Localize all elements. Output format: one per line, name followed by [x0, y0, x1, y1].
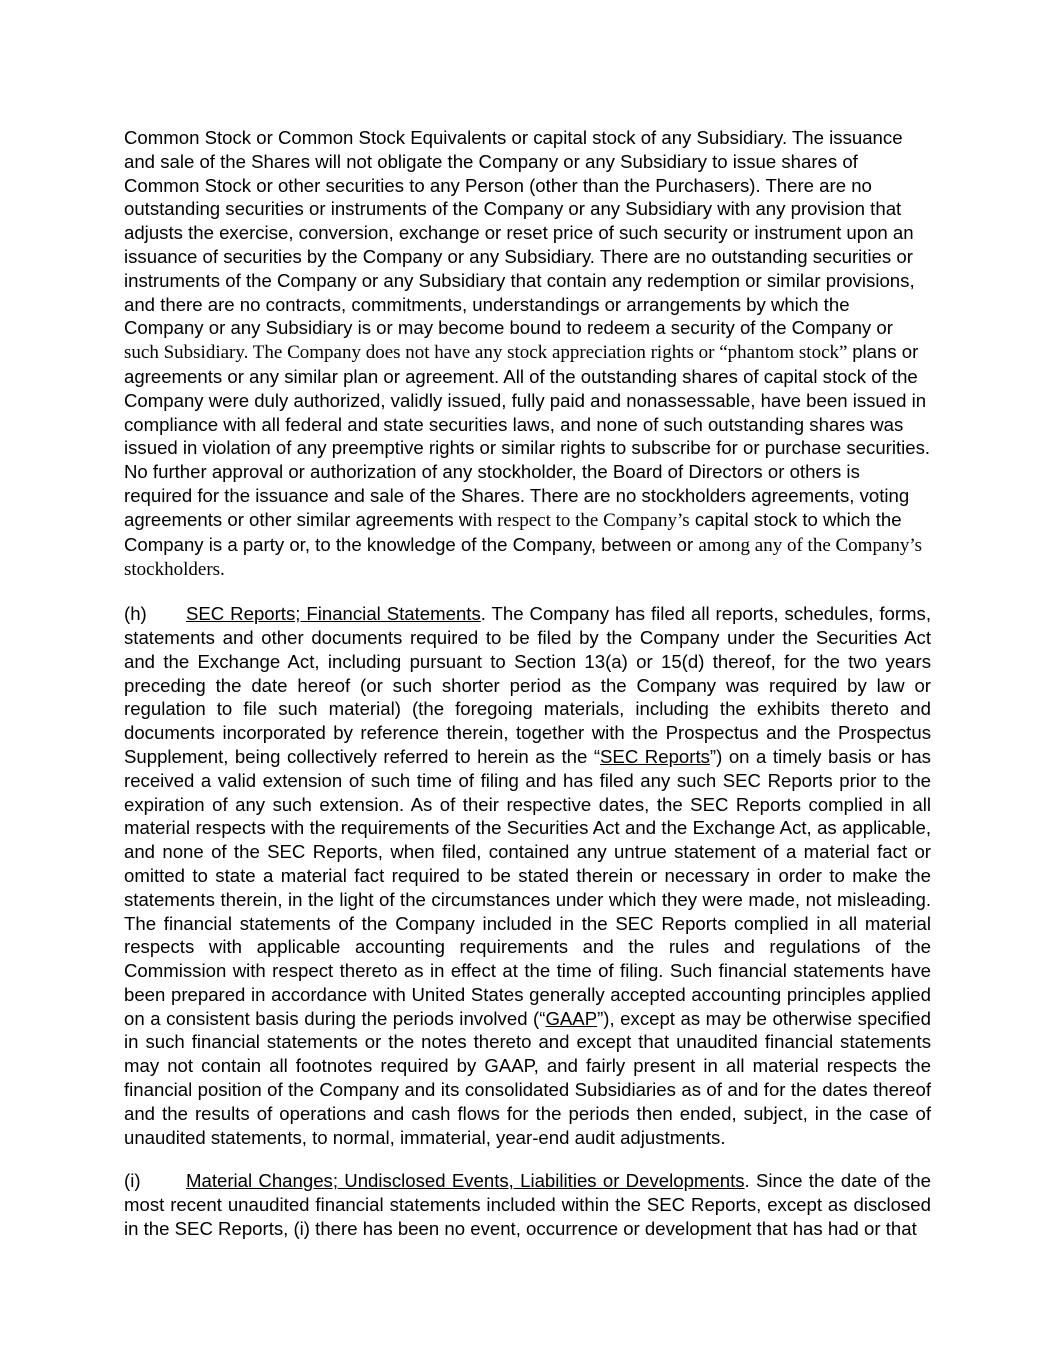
section-i-label: (i): [124, 1170, 141, 1192]
defined-term-sec-reports: SEC Reports: [600, 745, 710, 767]
section-i-text-1: . Since the date of the most recent unaudited financial statements included within the SEC Reports, except as disclosed in the SEC Reports, (i) there has been no event, occurrence or development that has had or that: [124, 1170, 931, 1240]
section-g-text-4: ith respect to the Company’s: [472, 509, 690, 531]
section-h-heading: SEC Reports; Financial Statements: [186, 603, 481, 625]
section-g-text-6: among any of the Company’s stockholders.: [124, 534, 923, 581]
section-g-text-5: capital stock to which the Company is a party or, to the knowledge of the Company, between or: [124, 508, 902, 555]
section-g-paragraph: [124, 126, 931, 582]
section-i-heading: Material Changes; Undisclosed Events, Liabilities or Developments: [186, 1170, 745, 1192]
section-g-text-2: such Subsidiary. The Company does not have any stock appreciation rights or “phantom stock”: [124, 342, 853, 364]
section-h-text-2: ”) on a timely basis or has received a valid extension of such time of filing and has filed any such SEC Reports prior to the expiration of any such extension. As of their respective dates, the SEC Reports complied in all material respects with the requirements of the Securities Act and the Exchange Act, as applicable, and none of the SEC Reports, when filed, contained any untrue statement of a material fact or omitted to state a material fact required to be stated therein or necessary in order to make the statements therein, in the light of the circumstances under which they were made, not misleading. The financial statements of the Company included in the SEC Reports complied in all material respects with applicable accounting requirements and the rules and regulations of the Commission with respect thereto as in effect at the time of filing. Such financial statements have been prepared in accordance with United States generally accepted accounting principles applied on a consistent basis during the periods involved (“: [124, 745, 931, 1029]
document-page: [124, 126, 931, 1241]
section-h-paragraph: [124, 602, 931, 1149]
section-h-label: (h): [124, 603, 147, 625]
section-g-text-3: plans or agreements or any similar plan or agreement. All of the outstanding shares of capital stock of the Company were duly authorized, validly issued, fully paid and nonassessable, have been issued in compliance with all federal and state securities laws, and none of such outstanding shares was issued in violation of any preemptive rights or similar rights to subscribe for or purchase securities. No further approval or authorization of any stockholder, the Board of Directors or others is required for the issuance and sale of the Shares. There are no stockholders agreements, voting agreements or other similar agreements w: [124, 341, 931, 530]
section-i-paragraph: [124, 1169, 931, 1240]
section-h-text-1: . The Company has filed all reports, schedules, forms, statements and other documents required to be filed by the Company under the Securities Act and the Exchange Act, including pursuant to Section 13(a) or 15(d) thereof, for the two years preceding the date hereof (or such shorter period as the Company was required by law or regulation to file such material) (the foregoing materials, including the exhibits thereto and documents incorporated by reference therein, together with the Prospectus and the Prospectus Supplement, being collectively referred to herein as the “: [124, 603, 931, 767]
section-g-text-1: Common Stock or Common Stock Equivalents or capital stock of any Subsidiary. The issuance and sale of the Shares will not obligate the Company or any Subsidiary to issue shares of Common Stock or other securities to any Person (other than the Purchasers). There are no outstanding securities or instruments of the Company or any Subsidiary with any provision that adjusts the exercise, conversion, exchange or reset price of such security or instrument upon an issuance of securities by the Company or any Subsidiary. There are no outstanding securities or instruments of the Company or any Subsidiary that contain any redemption or similar provisions, and there are no contracts, commitments, understandings or arrangements by which the Company or any Subsidiary is or may become bound to redeem a security of the Company or: [124, 127, 915, 339]
section-h-text-3: ”), except as may be otherwise specified in such financial statements or the notes thereto and except that unaudited financial statements may not contain all footnotes required by GAAP, and fairly present in all material respects the financial position of the Company and its consolidated Subsidiaries as of and for the dates thereof and the results of operations and cash flows for the periods then ended, subject, in the case of unaudited statements, to normal, immaterial, year-end audit adjustments.: [124, 1007, 931, 1148]
defined-term-gaap: GAAP: [545, 1007, 598, 1029]
